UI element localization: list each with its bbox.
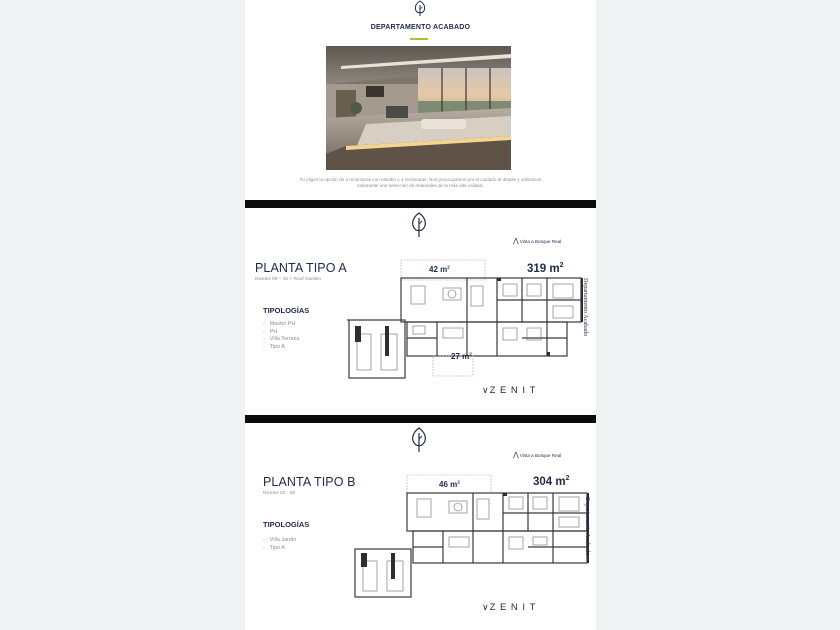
plan-subtitle: Niveles 09 – 15 + Roof Garden [255, 277, 321, 282]
section-plan-type-a [245, 208, 596, 415]
section-title: DEPARTAMENTO ACABADO [370, 24, 471, 31]
interior-render-image [326, 46, 511, 170]
zenit-mark-icon: ∨ [482, 602, 489, 612]
list-item: - Master PH [263, 321, 299, 329]
list-item: - Tipo A [263, 344, 299, 352]
total-area-label: 319 $m^2$ [527, 262, 564, 275]
view-direction [513, 451, 561, 459]
floor-plan-a [347, 256, 583, 382]
tree-logo-icon [410, 212, 428, 238]
plan-title: PLANTA TIPO B [263, 475, 356, 489]
typologies-list [263, 537, 296, 552]
typologies-heading: TIPOLOGÍAS [263, 306, 310, 315]
compass-arrow-icon: ⋀ [513, 238, 519, 245]
title-accent-line [410, 38, 428, 40]
typologies-list [263, 321, 299, 351]
list-item: - Villa Jardín [263, 537, 296, 545]
brand-name: ZENIT [489, 602, 541, 613]
list-item: - PH [263, 329, 299, 337]
section-finished-apartment [245, 0, 596, 200]
list-item: - Tipo A [263, 545, 296, 553]
section-plan-type-b [245, 423, 596, 630]
side-label: Departamento Acabado [584, 497, 591, 556]
typologies-heading: TIPOLOGÍAS [263, 520, 310, 529]
page-divider [245, 200, 596, 208]
plan-title: PLANTA TIPO A [255, 261, 347, 275]
compass-arrow-icon: ⋀ [513, 452, 519, 459]
view-label: Vista a Bosque Real [519, 239, 562, 244]
side-label: Departamento Acabado [582, 278, 589, 337]
page-divider [245, 415, 596, 423]
floor-plan-b [353, 473, 589, 599]
brand-name: ZENIT [489, 385, 541, 396]
section-caption: Tu eliges la opción de 3 recámaras con estudio o 4 recámaras. Nos preocupamos por el cuidado al detalle y utilizamos solamente una selección de materiales de la más alta calidad. [299, 177, 542, 188]
tree-logo-icon [410, 427, 428, 453]
brand-logo [482, 602, 540, 613]
terrace-area-label: 46 $m^2$ [439, 480, 460, 489]
view-direction [513, 237, 561, 245]
total-area-label: 304 $m^2$ [533, 475, 570, 488]
list-item: - Villa Terraza [263, 336, 299, 344]
zenit-mark-icon: ∨ [482, 385, 489, 395]
brand-logo [482, 385, 540, 396]
tree-logo-icon [413, 0, 427, 17]
document-page [245, 0, 596, 630]
view-label: Vista a Bosque Real [519, 453, 562, 458]
terrace-area-label: 42 $m^2$ [429, 265, 450, 274]
terrace-area-label-2: 27 $m^2$ [451, 352, 472, 361]
plan-subtitle: Niveles 02 - 06 [263, 491, 295, 496]
